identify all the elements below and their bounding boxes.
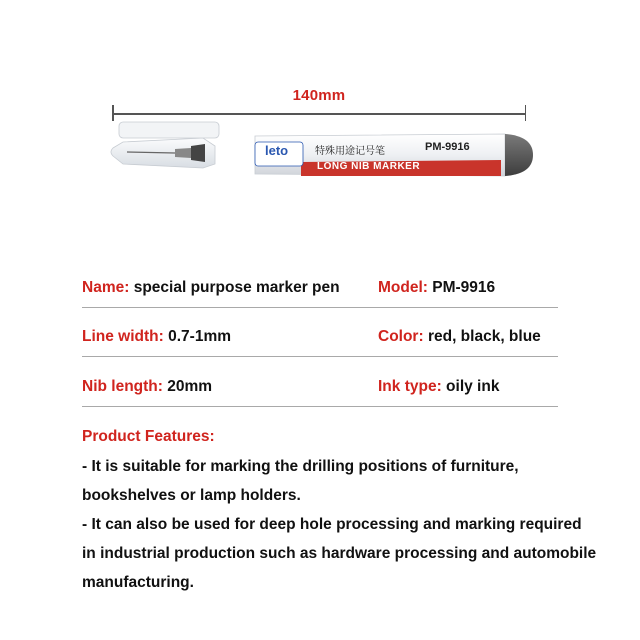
spec-model-value: PM-9916	[432, 279, 496, 296]
spec-ink-type	[378, 378, 499, 396]
feature-line: manufacturing.	[82, 574, 194, 591]
pen-brand-text: leto	[265, 143, 289, 158]
pen-nib-collar	[191, 144, 205, 162]
spec-divider	[82, 406, 558, 407]
spec-ink-type-key: Ink type:	[378, 378, 442, 395]
spec-line-width	[82, 328, 231, 346]
spec-divider	[82, 356, 558, 357]
spec-name	[82, 279, 340, 297]
spec-color-value: red, black, blue	[427, 328, 541, 345]
marker-pen-image	[105, 118, 535, 198]
pen-end-cap	[505, 134, 533, 176]
spec-row-name-model	[82, 279, 558, 309]
spec-line-width-value: 0.7-1mm	[168, 328, 232, 345]
dimension-label: 140mm	[292, 87, 346, 104]
spec-nib-length-key: Nib length:	[82, 378, 163, 395]
dimension-line	[112, 113, 526, 115]
spec-name-value: special purpose marker pen	[133, 279, 340, 296]
pen-clip	[119, 122, 219, 138]
spec-nib-length	[82, 378, 212, 396]
spec-color-key: Color:	[378, 328, 424, 345]
pen-chinese-text: 特殊用途记号笔	[315, 146, 385, 157]
spec-color	[378, 328, 541, 346]
feature-line: bookshelves or lamp holders.	[82, 487, 301, 504]
feature-line: in industrial production such as hardware processing and automobile	[82, 545, 597, 562]
pen-nib-sleeve	[175, 148, 191, 158]
spec-line-width-key: Line width:	[82, 328, 164, 345]
spec-row-niblength-ink	[82, 378, 558, 408]
feature-line: - It is suitable for marking the drilling positions of furniture,	[82, 458, 519, 475]
spec-nib-length-value: 20mm	[167, 378, 213, 395]
pen-band-text: LONG NIB MARKER	[317, 161, 421, 172]
feature-line: - It can also be used for deep hole processing and marking required	[82, 516, 582, 533]
spec-ink-type-value: oily ink	[446, 378, 500, 395]
spec-divider	[82, 307, 558, 308]
features-title: Product Features:	[82, 428, 215, 445]
spec-row-linewidth-color	[82, 328, 558, 358]
pen-model-text: PM-9916	[425, 141, 470, 153]
spec-name-key: Name:	[82, 279, 130, 296]
spec-model-key: Model:	[378, 279, 428, 296]
spec-model	[378, 279, 495, 297]
marker-pen-illustration	[105, 118, 535, 198]
